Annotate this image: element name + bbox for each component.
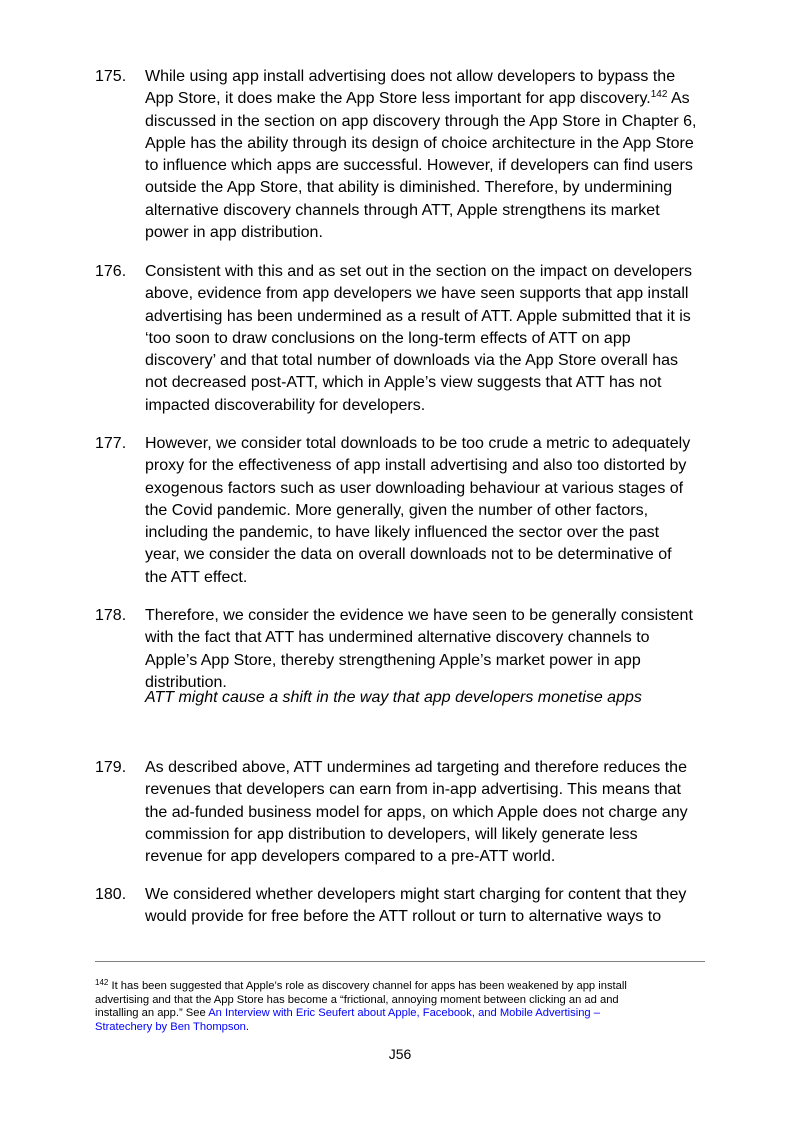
- text-line: revenue for app developers compared to a pre-ATT world.: [145, 848, 556, 866]
- text-fragment: App Store, it does make the App Store less important for app discovery.: [145, 90, 651, 108]
- text-fragment: It has been suggested that Apple’s role as discovery channel for apps has been weakened by app install: [108, 980, 627, 992]
- text-line: While using app install advertising does not allow developers to bypass the: [145, 68, 676, 85]
- text-fragment: installing an app.” See: [95, 1007, 209, 1020]
- paragraph-text: [145, 757, 715, 868]
- text-line: discussed in the section on app discovery through the App Store in Chapter 6,: [145, 112, 697, 130]
- text-line: [145, 88, 715, 110]
- text-line: revenues that developers can earn from in-app advertising. This means that: [145, 781, 681, 799]
- footnote-ref[interactable]: 142: [650, 89, 668, 101]
- text-line: Therefore, we consider the evidence we have seen to be generally consistent: [145, 607, 693, 624]
- text-line: distribution.: [145, 673, 227, 691]
- footnote-line: [95, 1021, 715, 1035]
- paragraph-text: [145, 66, 715, 244]
- footnote-line: advertising and that the App Store has become a “frictional, annoying moment between clicking an ad and: [95, 993, 619, 1006]
- text-line: impacted discoverability for developers.: [145, 396, 426, 414]
- text-line: ‘too soon to draw conclusions on the long-term effects of ATT on app: [145, 329, 631, 347]
- footnote-separator: [95, 961, 705, 962]
- text-fragment: As: [667, 90, 690, 108]
- paragraph-number: 175.: [95, 68, 127, 85]
- text-line: exogenous factors such as user downloading behaviour at various stages of: [145, 479, 684, 497]
- text-line: above, evidence from app developers we have seen supports that app install: [145, 285, 689, 303]
- text-line: year, we consider the data on overall downloads not to be determinative of: [145, 546, 672, 564]
- text-line: proxy for the effectiveness of app install advertising and also too distorted by: [145, 457, 687, 475]
- footnote-link[interactable]: An Interview with Eric Seufert about Apple, Facebook, and Mobile Advertising –: [208, 1007, 600, 1020]
- text-line: commission for app distribution to developers, will likely generate less: [145, 825, 638, 843]
- text-line: the Covid pandemic. More generally, given the number of other factors,: [145, 501, 649, 519]
- text-line: advertising has been undermined as a result of ATT. Apple submitted that it is: [145, 307, 691, 325]
- paragraph-number: 179.: [95, 759, 127, 776]
- paragraph-text: [145, 433, 715, 589]
- footnote-link-continued[interactable]: Stratechery by Ben Thompson: [95, 1020, 246, 1033]
- section-subheading: ATT might cause a shift in the way that app developers monetise apps: [145, 689, 642, 706]
- text-line: including the pandemic, to have likely influenced the sector over the past: [145, 524, 660, 542]
- footnote-142: [95, 980, 715, 1034]
- text-line: outside the App Store, that ability is diminished. Therefore, by undermining: [145, 179, 673, 197]
- text-line: not decreased post-ATT, which in Apple’s view suggests that ATT has not: [145, 374, 662, 392]
- paragraph-text: [145, 884, 715, 929]
- footnote-line: [95, 1007, 715, 1021]
- footnote-number: 142: [95, 978, 109, 987]
- text-line: We considered whether developers might start charging for content that they: [145, 886, 687, 903]
- paragraph-number: 180.: [95, 886, 127, 903]
- text-line: discovery’ and that total number of downloads via the App Store overall has: [145, 352, 679, 370]
- paragraph-number: 176.: [95, 263, 127, 280]
- page-number: J56: [388, 1046, 412, 1062]
- text-line: Apple’s App Store, thereby strengthening Apple’s market power in app: [145, 651, 641, 669]
- footnote-line: [95, 980, 715, 994]
- text-line: the ATT effect.: [145, 568, 248, 586]
- text-fragment: .: [245, 1020, 250, 1033]
- text-line: As described above, ATT undermines ad targeting and therefore reduces the: [145, 759, 687, 776]
- text-line: Apple has the ability through its design of choice architecture in the App Store: [145, 134, 694, 152]
- paragraph-text: [145, 261, 715, 417]
- text-line: would provide for free before the ATT rollout or turn to alternative ways to: [145, 908, 662, 926]
- paragraph-number: 177.: [95, 435, 127, 452]
- text-line: power in app distribution.: [145, 224, 323, 242]
- paragraph-number: 178.: [95, 607, 127, 624]
- text-line: to influence which apps are successful. However, if developers can find users: [145, 157, 693, 175]
- text-line: with the fact that ATT has undermined alternative discovery channels to: [145, 629, 650, 647]
- text-line: Consistent with this and as set out in the section on the impact on developers: [145, 263, 692, 280]
- text-line: the ad-funded business model for apps, on which Apple does not charge any: [145, 803, 688, 821]
- text-line: However, we consider total downloads to be too crude a metric to adequately: [145, 435, 691, 452]
- paragraph-text: [145, 605, 715, 694]
- text-line: alternative discovery channels through ATT, Apple strengthens its market: [145, 201, 660, 219]
